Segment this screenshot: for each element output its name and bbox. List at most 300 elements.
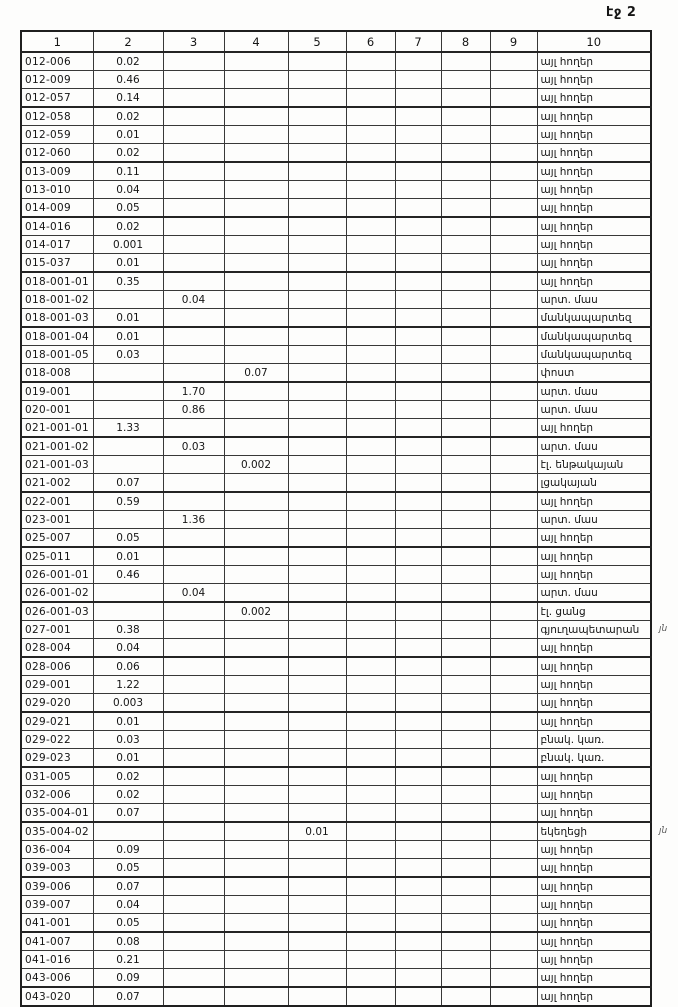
area-value-cell bbox=[490, 71, 537, 89]
parcel-code-cell: 025-007 bbox=[21, 529, 93, 548]
area-value-cell bbox=[490, 767, 537, 786]
area-value-cell bbox=[441, 162, 490, 181]
land-use-cell: այլ հողեր bbox=[537, 657, 651, 676]
column-header-10: 10 bbox=[537, 31, 651, 52]
area-value-cell bbox=[93, 584, 163, 603]
parcel-code-cell: 039-006 bbox=[21, 877, 93, 896]
area-value-cell bbox=[163, 896, 224, 914]
area-value-cell bbox=[346, 327, 395, 346]
area-value-cell bbox=[288, 694, 346, 713]
column-header-2: 2 bbox=[93, 31, 163, 52]
table-row bbox=[21, 144, 651, 163]
area-value-cell bbox=[163, 254, 224, 273]
area-value-cell bbox=[224, 749, 288, 768]
area-value-cell bbox=[395, 89, 441, 108]
area-value-cell: 0.03 bbox=[93, 731, 163, 749]
header-row bbox=[21, 31, 651, 52]
area-value-cell bbox=[346, 639, 395, 658]
land-use-cell: այլ հողեր bbox=[537, 217, 651, 236]
area-value-cell bbox=[93, 822, 163, 841]
area-value-cell bbox=[346, 731, 395, 749]
table-row bbox=[21, 896, 651, 914]
area-value-cell bbox=[224, 89, 288, 108]
area-value-cell bbox=[490, 914, 537, 933]
area-value-cell bbox=[163, 602, 224, 621]
area-value-cell: 0.01 bbox=[93, 126, 163, 144]
area-value-cell: 0.01 bbox=[93, 327, 163, 346]
area-value-cell bbox=[163, 309, 224, 328]
area-value-cell bbox=[288, 199, 346, 218]
area-value-cell bbox=[346, 969, 395, 988]
area-value-cell: 0.02 bbox=[93, 52, 163, 71]
area-value-cell bbox=[490, 841, 537, 859]
area-value-cell bbox=[346, 914, 395, 933]
area-value-cell bbox=[441, 859, 490, 878]
land-use-cell: բնակ. կառ. bbox=[537, 749, 651, 768]
area-value-cell: 0.03 bbox=[163, 437, 224, 456]
area-value-cell bbox=[441, 566, 490, 584]
area-value-cell bbox=[441, 786, 490, 804]
area-value-cell bbox=[288, 309, 346, 328]
area-value-cell: 0.02 bbox=[93, 786, 163, 804]
table-row bbox=[21, 621, 651, 639]
area-value-cell bbox=[346, 822, 395, 841]
column-header-7: 7 bbox=[395, 31, 441, 52]
table-row bbox=[21, 401, 651, 419]
area-value-cell bbox=[346, 456, 395, 474]
area-value-cell bbox=[346, 419, 395, 438]
parcel-code-cell: 018-001-02 bbox=[21, 291, 93, 309]
handwritten-margin-note: յն bbox=[659, 826, 668, 836]
area-value-cell bbox=[288, 89, 346, 108]
parcel-code-cell: 029-020 bbox=[21, 694, 93, 713]
table-row bbox=[21, 547, 651, 566]
area-value-cell: 0.46 bbox=[93, 566, 163, 584]
parcel-code-cell: 013-010 bbox=[21, 181, 93, 199]
area-value-cell bbox=[163, 676, 224, 694]
area-value-cell bbox=[395, 126, 441, 144]
land-use-cell: այլ հողեր bbox=[537, 492, 651, 511]
area-value-cell bbox=[288, 437, 346, 456]
area-value-cell bbox=[346, 199, 395, 218]
area-value-cell bbox=[490, 382, 537, 401]
area-value-cell: 0.11 bbox=[93, 162, 163, 181]
area-value-cell bbox=[163, 841, 224, 859]
land-use-cell: այլ հողեր bbox=[537, 804, 651, 823]
area-value-cell bbox=[490, 364, 537, 383]
area-value-cell bbox=[395, 841, 441, 859]
area-value-cell bbox=[224, 969, 288, 988]
parcel-code-cell: 039-003 bbox=[21, 859, 93, 878]
area-value-cell bbox=[224, 639, 288, 658]
area-value-cell bbox=[490, 89, 537, 108]
parcel-code-cell: 043-020 bbox=[21, 987, 93, 1006]
area-value-cell bbox=[441, 584, 490, 603]
parcel-code-cell: 012-009 bbox=[21, 71, 93, 89]
area-value-cell bbox=[395, 767, 441, 786]
area-value-cell bbox=[224, 107, 288, 126]
parcel-code-cell: 026-001-01 bbox=[21, 566, 93, 584]
area-value-cell bbox=[93, 511, 163, 529]
land-use-cell: այլ հողեր bbox=[537, 547, 651, 566]
area-value-cell bbox=[490, 731, 537, 749]
land-use-cell: մանկապարտեզ bbox=[537, 309, 651, 328]
area-value-cell bbox=[288, 804, 346, 823]
area-value-cell bbox=[490, 969, 537, 988]
table-row bbox=[21, 822, 651, 841]
area-value-cell bbox=[490, 676, 537, 694]
area-value-cell bbox=[441, 676, 490, 694]
table-row bbox=[21, 364, 651, 383]
area-value-cell bbox=[163, 199, 224, 218]
area-value-cell bbox=[288, 712, 346, 731]
land-use-cell: այլ հողեր bbox=[537, 272, 651, 291]
table-row bbox=[21, 71, 651, 89]
area-value-cell bbox=[224, 492, 288, 511]
area-value-cell bbox=[490, 859, 537, 878]
area-value-cell bbox=[288, 71, 346, 89]
area-value-cell bbox=[346, 859, 395, 878]
parcel-code-cell: 029-022 bbox=[21, 731, 93, 749]
area-value-cell bbox=[395, 107, 441, 126]
parcel-code-cell: 018-001-03 bbox=[21, 309, 93, 328]
area-value-cell bbox=[224, 547, 288, 566]
area-value-cell bbox=[288, 657, 346, 676]
parcel-code-cell: 014-017 bbox=[21, 236, 93, 254]
column-header-8: 8 bbox=[441, 31, 490, 52]
area-value-cell bbox=[395, 584, 441, 603]
land-use-cell: այլ հողեր bbox=[537, 694, 651, 713]
area-value-cell bbox=[441, 767, 490, 786]
area-value-cell bbox=[346, 309, 395, 328]
parcel-code-cell: 020-001 bbox=[21, 401, 93, 419]
area-value-cell bbox=[224, 254, 288, 273]
area-value-cell: 0.04 bbox=[93, 181, 163, 199]
column-header-5: 5 bbox=[288, 31, 346, 52]
area-value-cell bbox=[224, 566, 288, 584]
area-value-cell bbox=[346, 547, 395, 566]
area-value-cell bbox=[346, 566, 395, 584]
table-row bbox=[21, 437, 651, 456]
area-value-cell bbox=[224, 951, 288, 969]
area-value-cell bbox=[224, 236, 288, 254]
table-row bbox=[21, 199, 651, 218]
area-value-cell bbox=[224, 71, 288, 89]
area-value-cell bbox=[441, 272, 490, 291]
parcel-code-cell: 018-001-01 bbox=[21, 272, 93, 291]
area-value-cell bbox=[490, 932, 537, 951]
area-value-cell bbox=[395, 327, 441, 346]
area-value-cell bbox=[490, 126, 537, 144]
area-value-cell: 0.46 bbox=[93, 71, 163, 89]
area-value-cell bbox=[395, 566, 441, 584]
land-use-cell: արտ. մաս bbox=[537, 511, 651, 529]
area-value-cell bbox=[395, 437, 441, 456]
land-use-cell: այլ հողեր bbox=[537, 71, 651, 89]
area-value-cell bbox=[346, 71, 395, 89]
area-value-cell: 0.01 bbox=[93, 254, 163, 273]
table-row bbox=[21, 676, 651, 694]
area-value-cell bbox=[163, 71, 224, 89]
area-value-cell bbox=[224, 199, 288, 218]
parcel-code-cell: 035-004-01 bbox=[21, 804, 93, 823]
area-value-cell bbox=[395, 914, 441, 933]
area-value-cell bbox=[288, 529, 346, 548]
area-value-cell bbox=[224, 511, 288, 529]
area-value-cell bbox=[490, 181, 537, 199]
parcel-code-cell: 012-060 bbox=[21, 144, 93, 163]
land-use-cell: այլ հողեր bbox=[537, 987, 651, 1006]
area-value-cell bbox=[346, 52, 395, 71]
parcel-code-cell: 021-001-03 bbox=[21, 456, 93, 474]
table-row bbox=[21, 859, 651, 878]
area-value-cell bbox=[346, 291, 395, 309]
area-value-cell bbox=[346, 657, 395, 676]
area-value-cell bbox=[395, 896, 441, 914]
area-value-cell bbox=[395, 291, 441, 309]
area-value-cell: 0.09 bbox=[93, 841, 163, 859]
area-value-cell bbox=[163, 144, 224, 163]
area-value-cell bbox=[441, 547, 490, 566]
area-value-cell: 0.04 bbox=[93, 639, 163, 658]
area-value-cell: 0.02 bbox=[93, 767, 163, 786]
area-value-cell bbox=[395, 419, 441, 438]
area-value-cell: 0.04 bbox=[163, 291, 224, 309]
area-value-cell bbox=[441, 896, 490, 914]
area-value-cell: 0.86 bbox=[163, 401, 224, 419]
table-row bbox=[21, 181, 651, 199]
area-value-cell bbox=[288, 511, 346, 529]
area-value-cell bbox=[163, 712, 224, 731]
area-value-cell bbox=[441, 951, 490, 969]
area-value-cell: 0.07 bbox=[93, 474, 163, 493]
area-value-cell bbox=[288, 327, 346, 346]
area-value-cell bbox=[163, 419, 224, 438]
area-value-cell bbox=[395, 951, 441, 969]
land-use-cell: արտ. մաս bbox=[537, 291, 651, 309]
area-value-cell bbox=[441, 987, 490, 1006]
area-value-cell bbox=[395, 731, 441, 749]
area-value-cell bbox=[346, 364, 395, 383]
column-header-1: 1 bbox=[21, 31, 93, 52]
area-value-cell bbox=[163, 107, 224, 126]
area-value-cell bbox=[441, 602, 490, 621]
area-value-cell bbox=[441, 327, 490, 346]
area-value-cell bbox=[346, 401, 395, 419]
parcel-code-cell: 018-008 bbox=[21, 364, 93, 383]
land-use-cell: այլ հողեր bbox=[537, 639, 651, 658]
area-value-cell bbox=[441, 107, 490, 126]
table-row bbox=[21, 639, 651, 658]
parcel-code-cell: 031-005 bbox=[21, 767, 93, 786]
area-value-cell bbox=[441, 822, 490, 841]
area-value-cell bbox=[224, 346, 288, 364]
area-value-cell bbox=[395, 676, 441, 694]
land-use-cell: այլ հողեր bbox=[537, 52, 651, 71]
area-value-cell bbox=[395, 272, 441, 291]
table-row bbox=[21, 474, 651, 493]
area-value-cell bbox=[163, 804, 224, 823]
area-value-cell: 0.001 bbox=[93, 236, 163, 254]
area-value-cell bbox=[346, 676, 395, 694]
area-value-cell bbox=[163, 566, 224, 584]
area-value-cell bbox=[224, 419, 288, 438]
area-value-cell bbox=[395, 199, 441, 218]
area-value-cell bbox=[441, 877, 490, 896]
area-value-cell bbox=[288, 547, 346, 566]
land-use-cell: այլ հողեր bbox=[537, 199, 651, 218]
page-number-label: էջ 2 bbox=[606, 5, 637, 20]
area-value-cell bbox=[288, 767, 346, 786]
area-value-cell bbox=[490, 162, 537, 181]
area-value-cell bbox=[163, 987, 224, 1006]
area-value-cell bbox=[395, 364, 441, 383]
area-value-cell bbox=[490, 309, 537, 328]
area-value-cell bbox=[346, 621, 395, 639]
area-value-cell bbox=[288, 107, 346, 126]
area-value-cell bbox=[441, 382, 490, 401]
area-value-cell bbox=[441, 474, 490, 493]
area-value-cell bbox=[288, 382, 346, 401]
land-use-cell: այլ հողեր bbox=[537, 254, 651, 273]
area-value-cell: 0.05 bbox=[93, 859, 163, 878]
area-value-cell bbox=[224, 382, 288, 401]
table-row bbox=[21, 291, 651, 309]
area-value-cell bbox=[441, 639, 490, 658]
area-value-cell bbox=[346, 987, 395, 1006]
area-value-cell: 0.21 bbox=[93, 951, 163, 969]
area-value-cell bbox=[93, 364, 163, 383]
area-value-cell bbox=[224, 914, 288, 933]
area-value-cell bbox=[395, 382, 441, 401]
parcel-code-cell: 019-001 bbox=[21, 382, 93, 401]
area-value-cell bbox=[490, 511, 537, 529]
area-value-cell bbox=[288, 291, 346, 309]
area-value-cell bbox=[288, 52, 346, 71]
area-value-cell bbox=[163, 786, 224, 804]
area-value-cell bbox=[490, 474, 537, 493]
area-value-cell bbox=[346, 236, 395, 254]
parcel-code-cell: 029-001 bbox=[21, 676, 93, 694]
area-value-cell bbox=[441, 932, 490, 951]
area-value-cell bbox=[346, 877, 395, 896]
area-value-cell bbox=[441, 657, 490, 676]
area-value-cell bbox=[490, 529, 537, 548]
table-row bbox=[21, 602, 651, 621]
parcel-code-cell: 018-001-05 bbox=[21, 346, 93, 364]
area-value-cell bbox=[224, 877, 288, 896]
land-use-cell: այլ հողեր bbox=[537, 896, 651, 914]
area-value-cell bbox=[490, 547, 537, 566]
parcel-code-cell: 012-057 bbox=[21, 89, 93, 108]
area-value-cell bbox=[224, 529, 288, 548]
area-value-cell bbox=[490, 401, 537, 419]
area-value-cell: 0.08 bbox=[93, 932, 163, 951]
area-value-cell: 1.33 bbox=[93, 419, 163, 438]
area-value-cell: 0.05 bbox=[93, 529, 163, 548]
land-use-cell: այլ հողեր bbox=[537, 126, 651, 144]
area-value-cell bbox=[490, 52, 537, 71]
area-value-cell bbox=[288, 951, 346, 969]
area-value-cell bbox=[288, 144, 346, 163]
table-row bbox=[21, 456, 651, 474]
area-value-cell bbox=[93, 437, 163, 456]
area-value-cell bbox=[224, 52, 288, 71]
parcel-code-cell: 013-009 bbox=[21, 162, 93, 181]
area-value-cell bbox=[288, 584, 346, 603]
area-value-cell bbox=[395, 511, 441, 529]
area-value-cell bbox=[346, 382, 395, 401]
area-value-cell bbox=[346, 511, 395, 529]
land-use-cell: էլ. ենթակայան bbox=[537, 456, 651, 474]
area-value-cell bbox=[346, 437, 395, 456]
area-value-cell bbox=[288, 969, 346, 988]
table-row bbox=[21, 382, 651, 401]
table-row bbox=[21, 767, 651, 786]
area-value-cell bbox=[163, 767, 224, 786]
area-value-cell bbox=[395, 346, 441, 364]
area-value-cell bbox=[346, 896, 395, 914]
area-value-cell bbox=[224, 822, 288, 841]
area-value-cell bbox=[490, 896, 537, 914]
area-value-cell bbox=[346, 254, 395, 273]
area-value-cell bbox=[224, 144, 288, 163]
area-value-cell bbox=[441, 89, 490, 108]
area-value-cell bbox=[395, 474, 441, 493]
area-value-cell bbox=[163, 749, 224, 768]
area-value-cell bbox=[395, 217, 441, 236]
area-value-cell bbox=[346, 474, 395, 493]
area-value-cell bbox=[163, 272, 224, 291]
area-value-cell bbox=[346, 951, 395, 969]
table-row bbox=[21, 309, 651, 328]
area-value-cell bbox=[490, 492, 537, 511]
parcel-code-cell: 041-001 bbox=[21, 914, 93, 933]
area-value-cell bbox=[490, 694, 537, 713]
area-value-cell bbox=[288, 841, 346, 859]
table-row bbox=[21, 694, 651, 713]
area-value-cell bbox=[288, 181, 346, 199]
area-value-cell bbox=[490, 327, 537, 346]
area-value-cell bbox=[395, 602, 441, 621]
area-value-cell bbox=[395, 969, 441, 988]
parcel-code-cell: 014-016 bbox=[21, 217, 93, 236]
area-value-cell bbox=[490, 987, 537, 1006]
area-value-cell bbox=[346, 346, 395, 364]
area-value-cell bbox=[224, 162, 288, 181]
area-value-cell bbox=[93, 291, 163, 309]
area-value-cell bbox=[163, 914, 224, 933]
area-value-cell bbox=[346, 162, 395, 181]
land-use-cell: այլ հողեր bbox=[537, 89, 651, 108]
area-value-cell bbox=[346, 529, 395, 548]
area-value-cell: 0.07 bbox=[224, 364, 288, 383]
area-value-cell bbox=[441, 804, 490, 823]
area-value-cell: 0.02 bbox=[93, 217, 163, 236]
area-value-cell bbox=[395, 987, 441, 1006]
area-value-cell bbox=[441, 694, 490, 713]
area-value-cell bbox=[163, 529, 224, 548]
area-value-cell bbox=[395, 621, 441, 639]
area-value-cell: 0.09 bbox=[93, 969, 163, 988]
area-value-cell bbox=[490, 584, 537, 603]
area-value-cell bbox=[490, 291, 537, 309]
area-value-cell bbox=[288, 877, 346, 896]
area-value-cell bbox=[288, 217, 346, 236]
area-value-cell: 0.01 bbox=[288, 822, 346, 841]
area-value-cell bbox=[490, 566, 537, 584]
area-value-cell bbox=[163, 877, 224, 896]
